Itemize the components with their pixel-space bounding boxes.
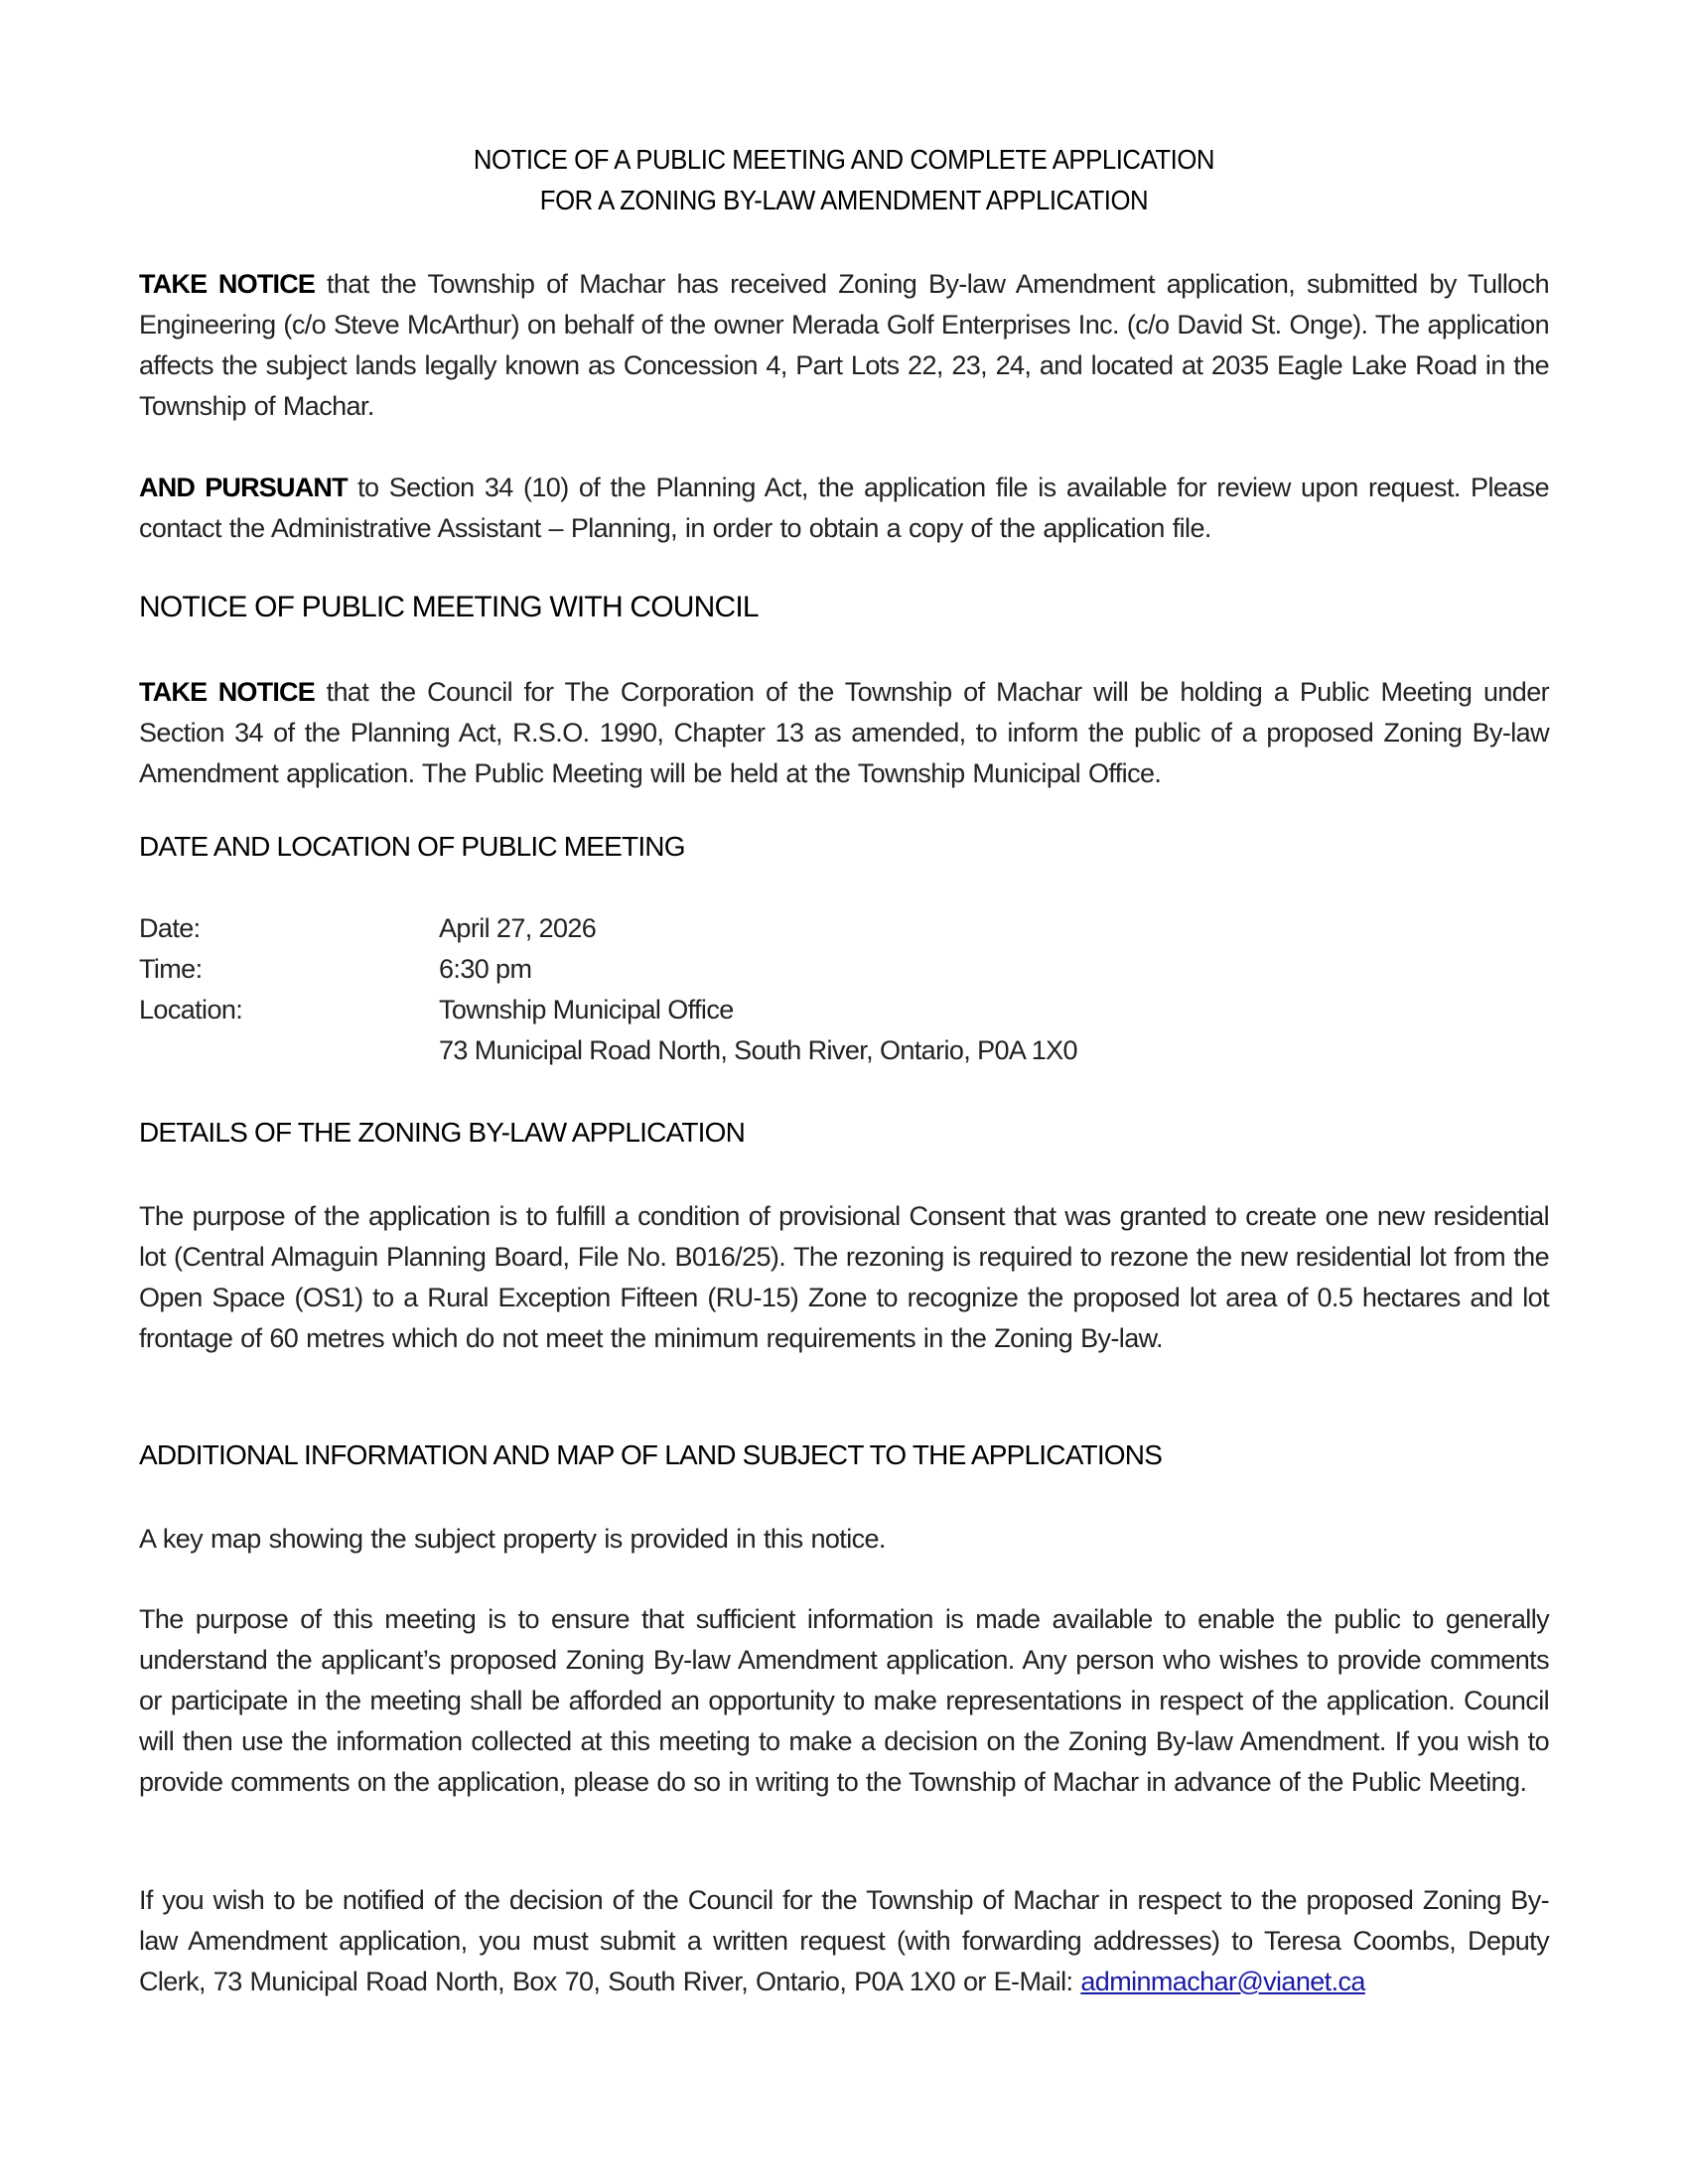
intro-text: that the Township of Machar has received Zoning By-law Amendment application, submitted by Tulloch Engineering (c/o Steve McArthur) on behalf of the owner Merada Golf Enterprises Inc. (c/o David St. Onge). The application affects the subject lands legally known as Concession 4, Part Lots 22, 23, 24, and located at 2035 Eagle Lake Road in the Township of Machar. (139, 269, 1549, 421)
address-spacer (139, 1030, 439, 1071)
pursuant-paragraph (139, 468, 1549, 549)
details-paragraph: The purpose of the application is to fulfill a condition of provisional Consent that was granted to create one new residential lot (Central Almaguin Planning Board, File No. B016/25). The rezoning is required to rezone the new residential lot from the Open Space (OS1) to a Rural Exception Fifteen (RU-15) Zone to recognize the proposed lot area of 0.5 hectares and lot frontage of 60 metres which do not meet the minimum requirements in the Zoning By-law. (139, 1201, 1549, 1353)
email-link[interactable]: adminmachar@vianet.ca (1080, 1967, 1365, 1996)
intro-paragraph (139, 264, 1549, 427)
title-line-1: NOTICE OF A PUBLIC MEETING AND COMPLETE APPLICATION (473, 144, 1215, 175)
location-label: Location: (139, 995, 243, 1024)
title-line-2: FOR A ZONING BY-LAW AMENDMENT APPLICATION (539, 185, 1149, 215)
meeting-location-row (139, 990, 1077, 1030)
meeting-date-row (139, 908, 1077, 949)
location-value: Township Municipal Office (439, 995, 734, 1024)
meeting-address-row (139, 1030, 1077, 1071)
meeting-time-row (139, 949, 1077, 990)
time-value: 6:30 pm (439, 954, 532, 984)
date-value: April 27, 2026 (439, 913, 597, 943)
council-paragraph (139, 672, 1549, 794)
purpose-paragraph: The purpose of this meeting is to ensure that sufficient information is made available to enable the public to generally understand the applicant’s proposed Zoning By-law Amendment application. Any person who wishes to provide comments or participate in the meeting shall be afforded an opportunity to make representations in respect of the application. Council will then use the information collected at this meeting to make a decision on the Zoning By-law Amendment. If you wish to provide comments on the application, please do so in writing to the Township of Machar in advance of the Public Meeting. (139, 1604, 1549, 1797)
pursuant-text: to Section 34 (10) of the Planning Act, the application file is available for review upon request. Please contact the Administrative Assistant – Planning, in order to obtain a copy of the application file. (139, 473, 1549, 543)
keymap-paragraph: A key map showing the subject property is provided in this notice. (139, 1524, 886, 1554)
date-label: Date: (139, 913, 201, 943)
document-title (196, 139, 1492, 220)
pursuant-lead: AND PURSUANT (139, 473, 348, 502)
notify-text: If you wish to be notified of the decision of the Council for the Township of Machar in respect to the proposed Zoning By-law Amendment application, you must submit a written request (with forwarding addresses) to Teresa Coombs, Deputy Clerk, 73 Municipal Road North, Box 70, South River, Ontario, P0A 1X0 or E-Mail: (139, 1885, 1549, 1996)
intro-lead: TAKE NOTICE (139, 269, 316, 299)
meeting-details-table (139, 908, 1077, 1071)
council-text: that the Council for The Corporation of the Township of Machar will be holding a Public Meeting under Section 34 of the Planning Act, R.S.O. 1990, Chapter 13 as amended, to inform the public of a proposed Zoning By-law Amendment application. The Public Meeting will be held at the Township Municipal Office. (139, 677, 1549, 788)
council-lead: TAKE NOTICE (139, 677, 315, 707)
address-value: 73 Municipal Road North, South River, Ontario, P0A 1X0 (439, 1035, 1077, 1065)
time-label: Time: (139, 954, 203, 984)
date-location-heading: DATE AND LOCATION OF PUBLIC MEETING (139, 831, 685, 862)
details-heading: DETAILS OF THE ZONING BY-LAW APPLICATION (139, 1117, 746, 1148)
council-heading: NOTICE OF PUBLIC MEETING WITH COUNCIL (139, 591, 759, 623)
notify-paragraph (139, 1880, 1549, 2002)
additional-info-heading: ADDITIONAL INFORMATION AND MAP OF LAND SUBJECT TO THE APPLICATIONS (139, 1439, 1163, 1470)
